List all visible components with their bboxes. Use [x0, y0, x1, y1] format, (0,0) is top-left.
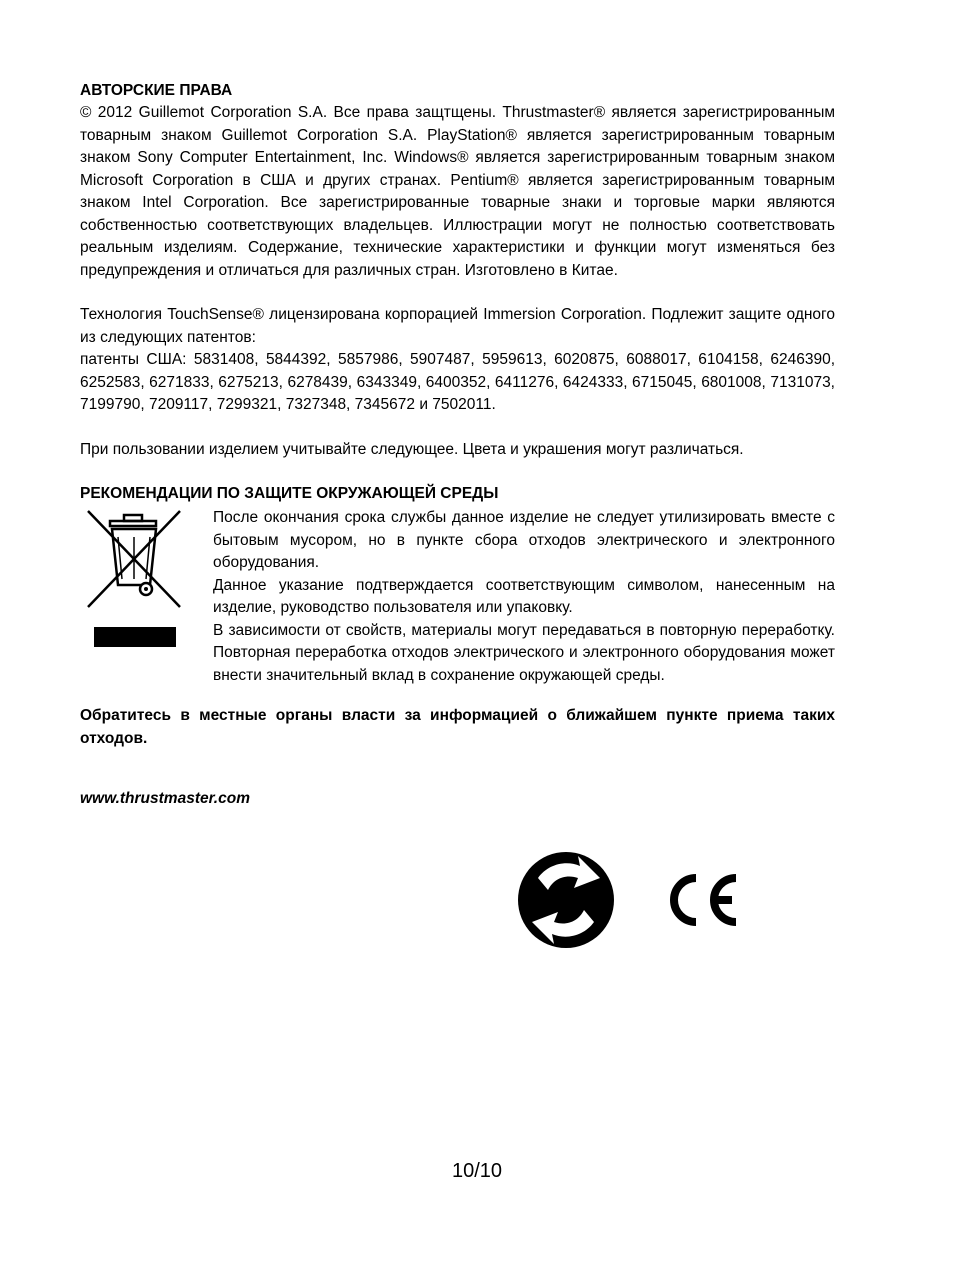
website-link[interactable]: www.thrustmaster.com: [80, 790, 250, 807]
usage-note: При пользовании изделием учитывайте следующее. Цвета и украшения могут различаться.: [80, 440, 744, 458]
environment-paragraph: Данное указание подтверждается соответствующим символом, нанесенным на изделие, руководство пользователя или упаковку.: [213, 576, 835, 616]
environment-paragraph: После окончания срока службы данное изделие не следует утилизировать вместе с бытовым мусором, но в пункте сбора отходов электрического и электронного оборудования.: [213, 509, 835, 571]
copyright-heading: АВТОРСКИЕ ПРАВА: [80, 82, 233, 99]
authorities-note: Обратитесь в местные органы власти за информацией о ближайшем пункте приема таких отходов.: [80, 707, 835, 747]
crossed-out-wheelie-bin-icon: [84, 507, 184, 654]
green-dot-icon: [518, 852, 614, 948]
environment-paragraph: В зависимости от свойств, материалы могут передаваться в повторную переработку. Повторная переработка отходов электрического и электронного оборудования может внести значительный вклад в сохранение окружающей среды.: [213, 621, 835, 684]
ce-mark-icon: [674, 878, 736, 922]
page-content: [80, 80, 835, 810]
certification-logos: [518, 848, 742, 952]
environment-text: [213, 507, 835, 687]
environment-section: [80, 507, 835, 687]
copyright-text: © 2012 Guillemot Corporation S.A. Все права защтщены. Thrustmaster® является зарегистрированным товарным знаком Guillemot Corporation S.A. PlayStation® является зарегистрированным товарным знаком Sony Computer Entertainment, Inc. Windows® является зарегистрированным товарным знаком Microsoft Corporation в США и других странах. Pentium® является зарегистрированным товарным знаком Intel Corporation. Все зарегистрированные товарные знаки и торговые марки являются собственностью соответствующих владельцев. Иллюстрации могут не полностью соответствовать реальным изделиям. Содержание, технические характеристики и функции могут изменяться без предупреждения и отличаться для различных стран. Изготовлено в Китае.: [80, 104, 835, 279]
patent-list: патенты США: 5831408, 5844392, 5857986, 5907487, 5959613, 6020875, 6088017, 6104158, 6246390, 6252583, 6271833, 6275213, 6278439, 6343349, 6400352, 6411276, 6424333, 6715045, 6801008, 7131073, 7199790, 7209117, 7299321, 7327348, 7345672 и 7502011.: [80, 351, 835, 413]
environment-heading: РЕКОМЕНДАЦИИ ПО ЗАЩИТЕ ОКРУЖАЮЩЕЙ СРЕДЫ: [80, 485, 499, 502]
touchsense-text: Технология TouchSense® лицензирована корпорацией Immersion Corporation. Подлежит защите одного из следующих патентов:: [80, 306, 835, 346]
page-number: 10/10: [451, 1160, 503, 1182]
